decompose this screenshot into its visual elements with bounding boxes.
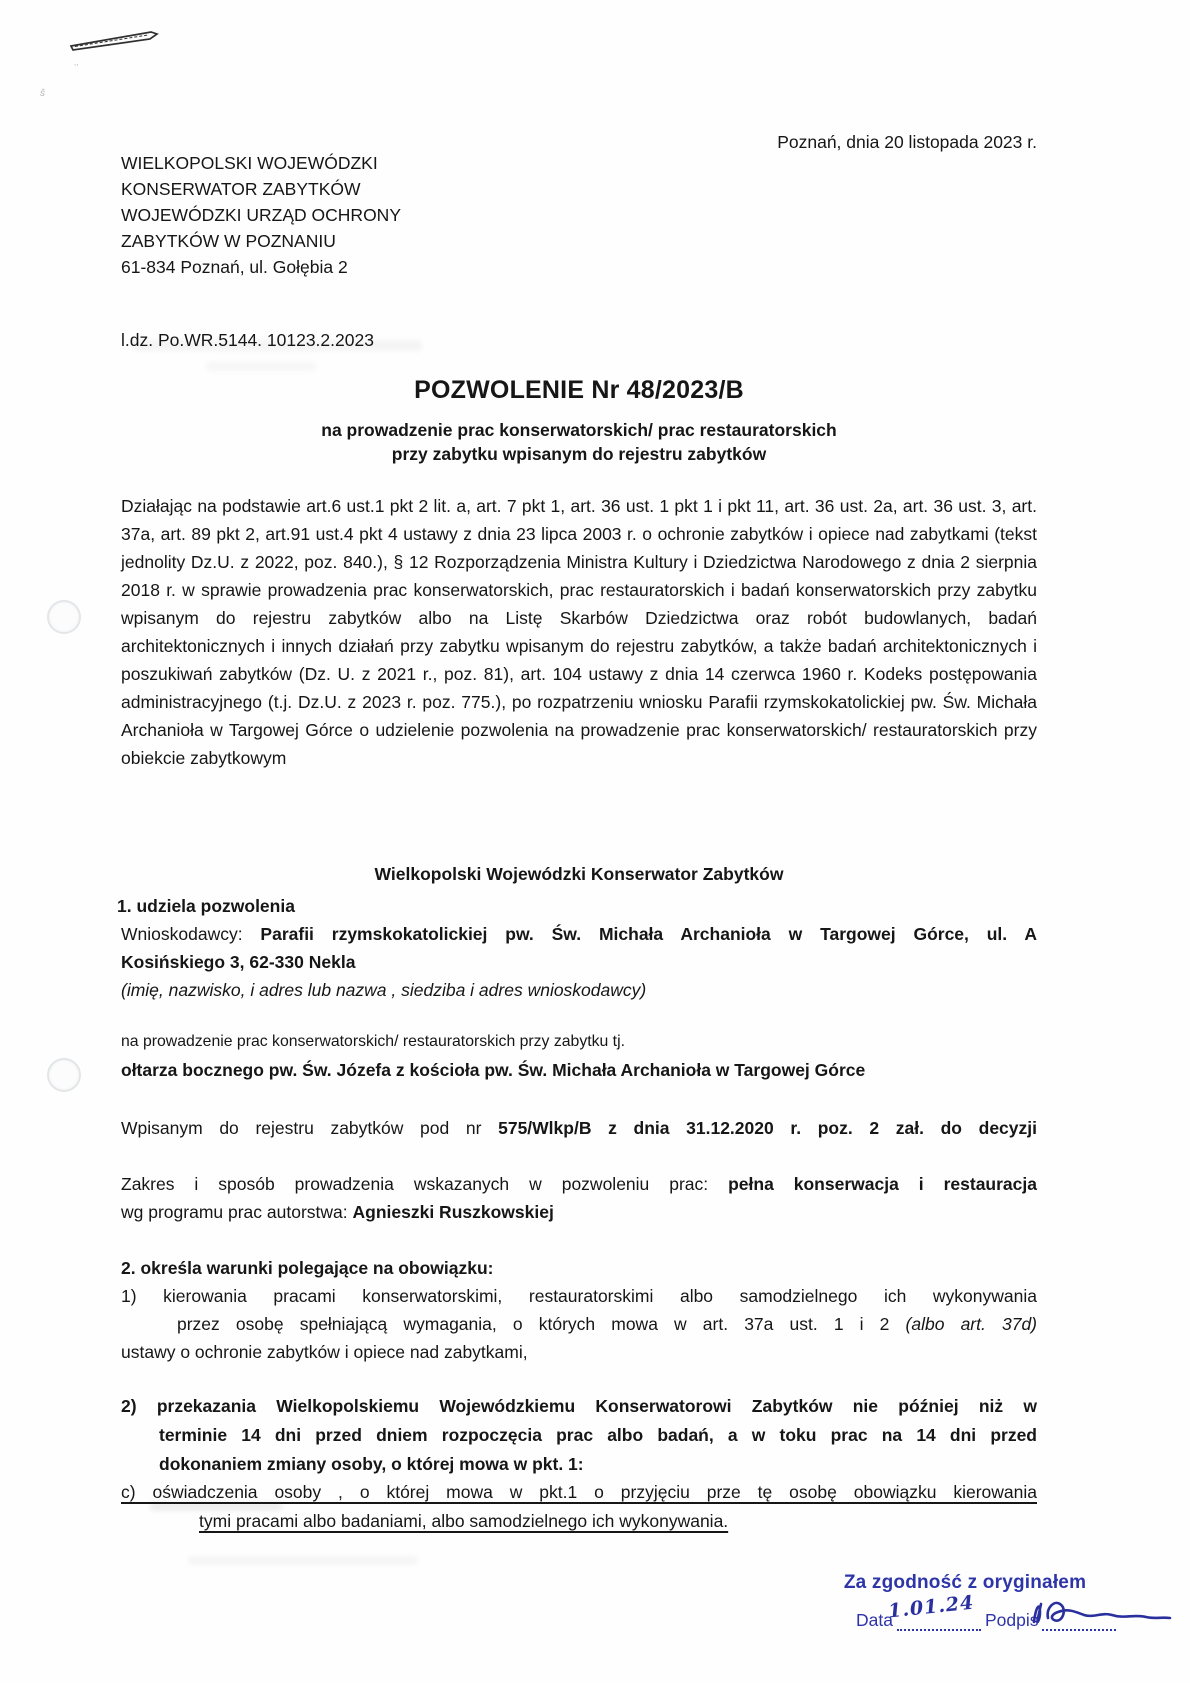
- point1-italic-ref: (albo art. 37d): [905, 1314, 1038, 1334]
- point2-line1: 2) przekazania Wielkopolskiemu Wojewódzkiemu Konserwatorowi Zabytków nie później niż w: [121, 1396, 1037, 1416]
- place-date-line: Poznań, dnia 20 listopada 2023 r.: [777, 132, 1037, 152]
- point2-line2: terminie 14 dni przed dniem rozpoczęcia prac albo badań, a w toku prac na 14 dni przed: [159, 1425, 1037, 1445]
- scan-smudge: [206, 362, 316, 371]
- register-line: Wpisanym do rejestru zabytków pod nr 575/Wlkp/B z dnia 31.12.2020 r. poz. 2 zał. do decyzji: [121, 1118, 1037, 1138]
- object-name-line: ołtarza bocznego pw. Św. Józefa z kościoła pw. Św. Michała Archanioła w Targowej Górce: [121, 1060, 866, 1080]
- scope-line: Zakres i sposób prowadzenia wskazanych w pozwoleniu prac: pełna konserwacja i restauracja: [121, 1174, 1037, 1194]
- document-subtitle-line2: przy zabytku wpisanym do rejestru zabytków: [391, 444, 767, 464]
- sender-line: WOJEWÓDZKI URZĄD OCHRONY: [121, 205, 401, 225]
- date-label: Data: [856, 1610, 893, 1630]
- section2-heading: 2. określa warunki polegające na obowiązku:: [121, 1258, 494, 1278]
- pencil-smudge: [188, 1556, 418, 1565]
- scan-speck: ŝ: [38, 87, 47, 100]
- document-subtitle-line1: na prowadzenie prac konserwatorskich/ prac restauratorskich: [321, 420, 837, 440]
- sender-line: KONSERWATOR ZABYTKÓW: [121, 179, 361, 199]
- handwritten-date: 1.01.24: [887, 1591, 976, 1623]
- document-title: POZWOLENIE Nr 48/2023/B: [414, 376, 744, 404]
- applicant-line2: Kosińskiego 3, 62-330 Nekla: [121, 952, 356, 972]
- register-number: 575/Wlkp/B z dnia 31.12.2020 r. poz. 2 zał. do decyzji: [498, 1118, 1037, 1138]
- pointc-line2: tymi pracami albo badaniami, albo samodzielnego ich wykonywania.: [199, 1511, 729, 1531]
- sender-line: WIELKOPOLSKI WOJEWÓDZKI: [121, 153, 378, 173]
- legal-basis-paragraph: Działając na podstawie art.6 ust.1 pkt 2 lit. a, art. 7 pkt 1, art. 36 ust. 1 pkt 1 i pkt 11, art. 36 ust. 2a, art. 36 ust. 3, art. 37a, art. 89 pkt 2, art.91 ust.4 pkt 4 ustawy z dnia 23 lipca 2003 r. o ochronie zabytków i opiece nad zabytkami (tekst jednolity Dz.U. z 2022, poz. 840.), § 12 Rozporządzenia Ministra Kultury i Dziedzictwa Narodowego z dnia 2 sierpnia 2018 r. w sprawie prowadzenia prac konserwatorskich, prac restauratorskich i badań konserwatorskich przy zabytku wpisanym do rejestru zabytków albo na Listę Skarbów Dziedzictwa oraz robót budowlanych, badań architektonicznych i innych działań przy zabytku wpisanym do rejestru zabytków, a także badań architektonicznych i poszukiwań zabytków (Dz. U. z 2021 r., poz. 81), art. 104 ustawy z dnia 14 czerwca 1960 r. Kodeks postępowania administracyjnego (t.j. Dz.U. z 2023 r. poz. 775.), po rozpatrzeniu wniosku Parafii rzymskokatolickiej pw. Św. Michała Archanioła w Targowej Górce o udzielenie pozwolenia na prowadzenie prac konserwatorskich/ restauratorskich przy obiekcie zabytkowym: [121, 496, 1037, 768]
- scope-value: pełna konserwacja i restauracja: [728, 1174, 1037, 1194]
- authority-heading: Wielkopolski Wojewódzki Konserwator Zabytków: [374, 864, 784, 884]
- point2-line3: dokonaniem zmiany osoby, o której mowa w pkt. 1:: [159, 1454, 584, 1474]
- sender-line: ZABYTKÓW W POZNANIU: [121, 231, 336, 251]
- program-line: wg programu prac autorstwa: Agnieszki Ruszkowskiej: [121, 1202, 554, 1222]
- program-author: Agnieszki Ruszkowskiej: [352, 1202, 554, 1222]
- sender-line: 61-834 Poznań, ul. Gołębia 2: [121, 257, 348, 277]
- applicant-note: (imię, nazwisko, i adres lub nazwa , siedziba i adres wnioskodawcy): [121, 980, 647, 1000]
- pointc-line1: c) oświadczenia osoby , o której mowa w pkt.1 o przyjęciu prze tę osobę obowiązku kierowania: [121, 1482, 1037, 1502]
- section1-heading: 1. udziela pozwolenia: [117, 896, 295, 916]
- staple-scan-mark: [66, 26, 162, 56]
- signature-label: Podpis: [984, 1610, 1039, 1630]
- sender-block: [121, 150, 1037, 280]
- point1-line1: 1) kierowania pracami konserwatorskimi, restauratorskimi albo samodzielnego ich wykonywania: [121, 1286, 1037, 1306]
- certification-stamp-text: Za zgodność z oryginałem: [843, 1572, 1087, 1593]
- signature-scribble: [1028, 1588, 1178, 1640]
- point1-line3: ustawy o ochronie zabytków i opiece nad zabytkami,: [121, 1342, 528, 1362]
- hole-punch-mark: [47, 1058, 81, 1092]
- hole-punch-mark: [47, 600, 81, 634]
- point1-line2: przez osobę spełniającą wymagania, o których mowa w art. 37a ust. 1 i 2 (albo art. 37d): [177, 1314, 1038, 1334]
- applicant-label: Wnioskodawcy:: [121, 924, 261, 944]
- reference-number: l.dz. Po.WR.5144. 10123.2.2023: [121, 330, 374, 350]
- applicant-line1: [121, 920, 1037, 948]
- scan-speck: ,,: [74, 58, 79, 67]
- applicant-name: Parafii rzymskokatolickiej pw. Św. Michała Archanioła w Targowej Górce, ul. A: [260, 924, 1037, 944]
- scope-intro-line: na prowadzenie prac konserwatorskich/ restauratorskich przy zabytku tj.: [121, 1033, 625, 1050]
